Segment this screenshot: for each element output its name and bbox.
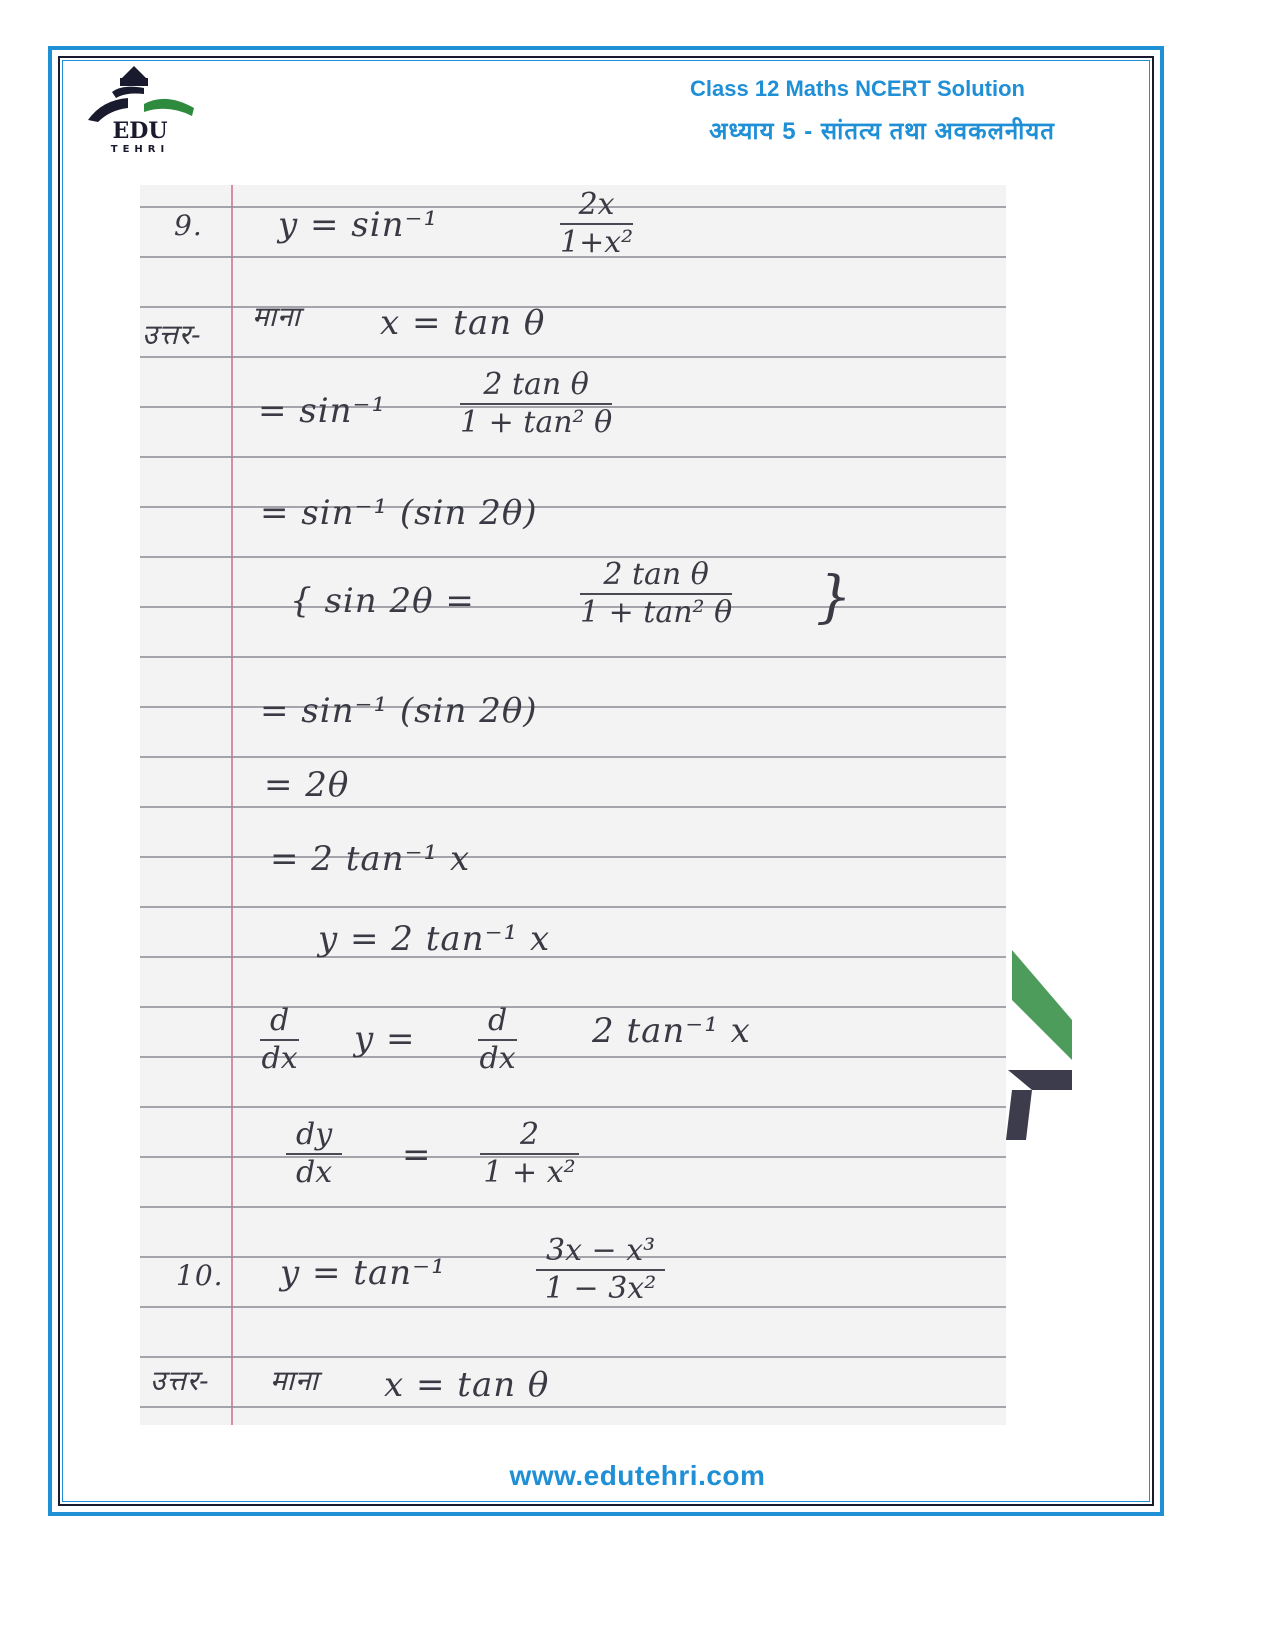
step1-fraction-den: 1 + tan² θ (460, 405, 613, 440)
let-label-1: माना (252, 300, 301, 333)
q9-fraction-num: 2x (560, 187, 633, 225)
q9-fraction-den: 1+x² (560, 225, 634, 260)
logo-subtext: TEHRI (110, 144, 170, 154)
derivative-y-eq: y = (354, 1019, 416, 1059)
step2: = sin⁻¹ (sin 2θ) (260, 493, 538, 533)
footer-url[interactable]: www.edutehri.com (509, 1460, 766, 1491)
q10-fraction (536, 1233, 665, 1307)
step4: = 2θ (264, 765, 350, 805)
identity-fraction-num: 2 tan θ (580, 557, 732, 595)
q9-lhs: y = sin⁻¹ (278, 205, 439, 245)
derivative-rhs: 2 tan⁻¹ x (592, 1011, 751, 1051)
result-num: 2 (480, 1117, 579, 1155)
header-title: Class 12 Maths NCERT Solution (690, 76, 1025, 101)
q10-fraction-num: 3x − x³ (536, 1233, 665, 1271)
edutehri-logo (82, 64, 202, 154)
derivative-operator-lhs (260, 1003, 299, 1077)
step1-fraction-num: 2 tan θ (460, 367, 612, 405)
header-subtitle: अध्याय 5 - सांतत्य तथा अवकलनीयत (709, 118, 1055, 145)
identity-fraction-den: 1 + tan² θ (580, 595, 733, 630)
derivative-dx-rhs: dx (479, 1041, 516, 1076)
result-equals: = (402, 1135, 432, 1175)
logo-watermark (1002, 940, 1074, 1140)
step1-fraction (460, 367, 612, 441)
logo-text: EDU (112, 118, 168, 144)
identity-fraction (580, 557, 732, 631)
step1-lhs: = sin⁻¹ (258, 391, 387, 431)
identity-close-brace: } (816, 565, 853, 630)
step3: = sin⁻¹ (sin 2θ) (260, 691, 538, 731)
answer-label-1: उत्तर- (142, 318, 202, 351)
handwritten-notebook-page (140, 185, 1006, 1425)
answer-label-2: उत्तर- (150, 1364, 210, 1397)
result-den: 1 + x² (483, 1155, 576, 1190)
q9-fraction (560, 187, 633, 261)
q10-lhs: y = tan⁻¹ (280, 1253, 446, 1293)
substitution-2: x = tan θ (384, 1365, 550, 1405)
dy: dy (286, 1117, 342, 1155)
let-label-2: माना (270, 1364, 319, 1397)
result-fraction (480, 1117, 579, 1191)
derivative-operator-rhs (478, 1003, 517, 1077)
substitution-1: x = tan θ (380, 303, 546, 343)
question-9-number: 9. (174, 209, 203, 242)
identity-lhs: { sin 2θ = (290, 581, 475, 621)
dx: dx (296, 1155, 333, 1190)
step5: = 2 tan⁻¹ x (270, 839, 471, 879)
derivative-dx-lhs: dx (261, 1041, 298, 1076)
q10-fraction-den: 1 − 3x² (544, 1271, 657, 1306)
question-10-number: 10. (176, 1259, 224, 1292)
derivative-d-rhs: d (478, 1003, 517, 1041)
derivative-d-lhs: d (260, 1003, 299, 1041)
dy-dx-fraction (286, 1117, 342, 1191)
step6: y = 2 tan⁻¹ x (318, 919, 551, 959)
